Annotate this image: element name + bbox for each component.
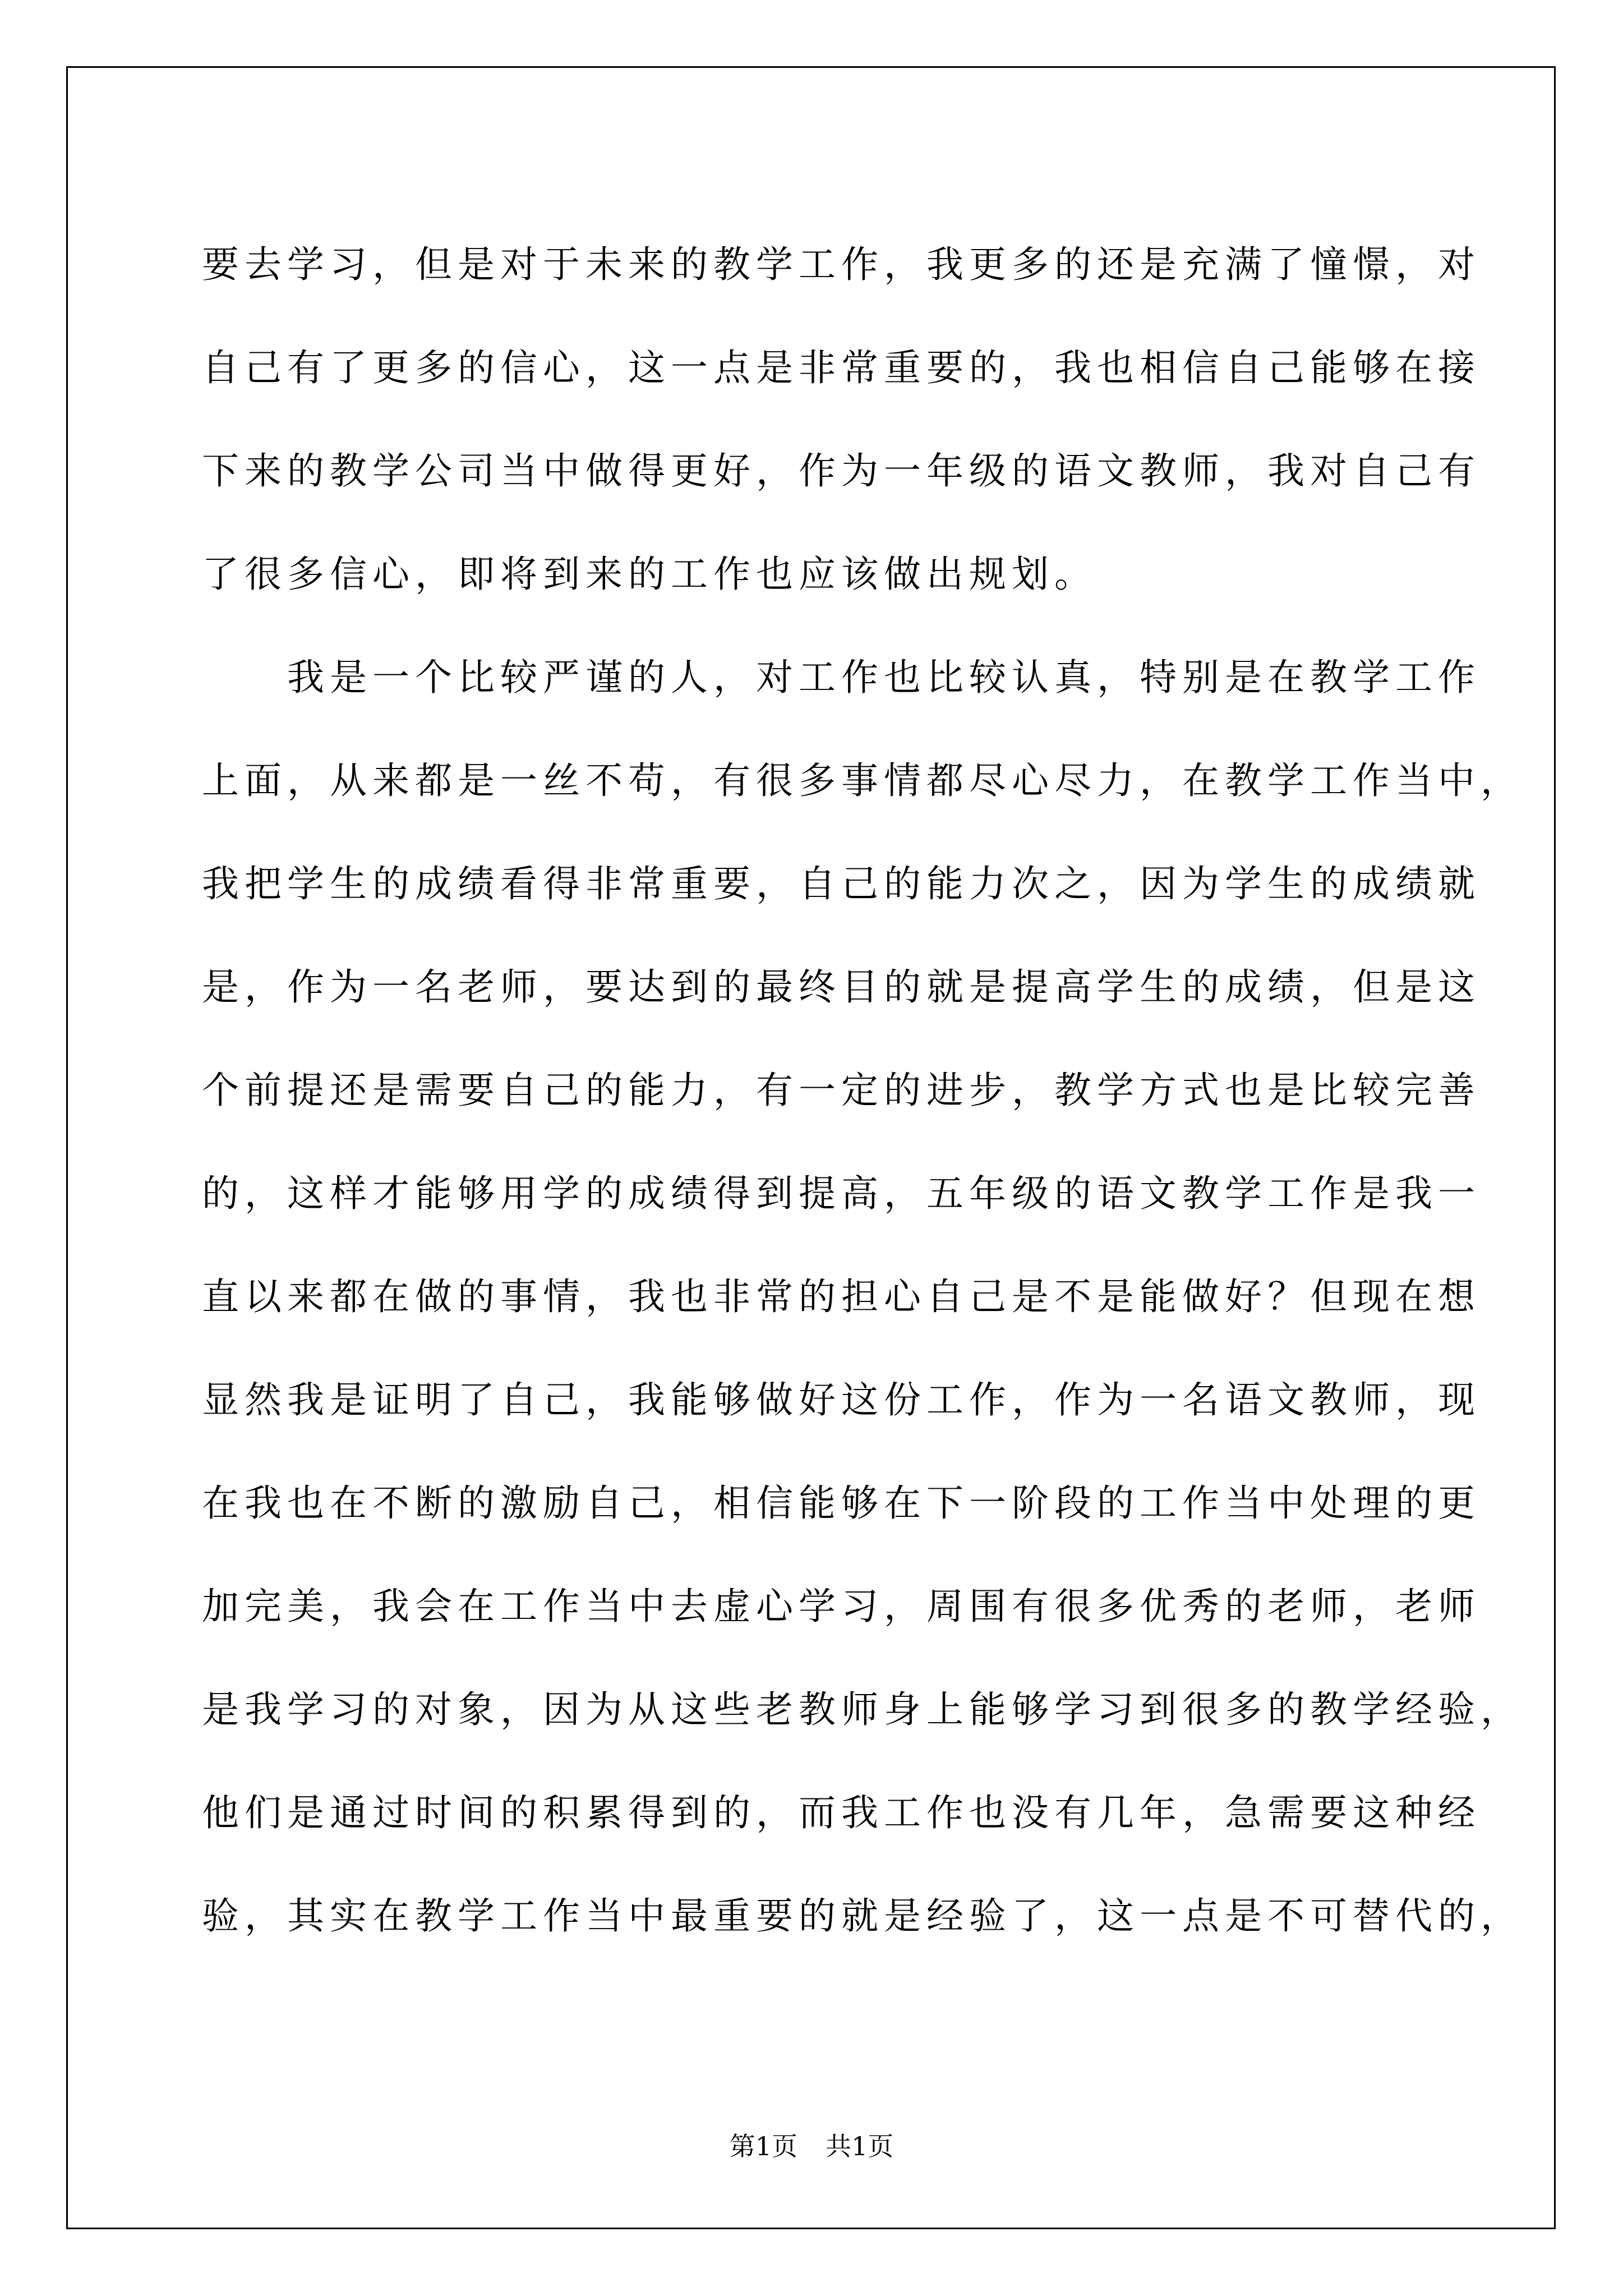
text-line: 加完美，我会在工作当中去虚心学习，周围有很多优秀的老师，老师 (202, 1585, 1481, 1628)
text-line: 自己有了更多的信心，这一点是非常重要的，我也相信自己能够在接 (202, 346, 1481, 389)
text-line: 要去学习，但是对于未来的教学工作，我更多的还是充满了憧憬，对 (202, 243, 1481, 286)
text-line: 下来的教学公司当中做得更好，作为一年级的语文教师，我对自己有 (202, 449, 1481, 493)
text-line: 我把学生的成绩看得非常重要，自己的能力次之，因为学生的成绩就 (202, 862, 1481, 905)
document-body (202, 213, 1523, 1968)
page-number: 第1页 (729, 2131, 797, 2161)
page-total: 共1页 (826, 2131, 894, 2161)
text-line: 直以来都在做的事情，我也非常的担心自己是不是能做好？但现在想 (202, 1275, 1481, 1318)
text-line: 验，其实在教学工作当中最重要的就是经验了，这一点是不可替代的， (202, 1894, 1523, 1938)
text-line: 在我也在不断的激励自己，相信能够在下一阶段的工作当中处理的更 (202, 1481, 1481, 1525)
text-line: 是我学习的对象，因为从这些老教师身上能够学习到很多的教学经验， (202, 1688, 1523, 1731)
page-footer (0, 2126, 1623, 2163)
text-line: 个前提还是需要自己的能力，有一定的进步，教学方式也是比较完善 (202, 1069, 1481, 1112)
text-line: 我是一个比较严谨的人，对工作也比较认真，特别是在教学工作 (202, 656, 1481, 699)
text-line: 上面，从来都是一丝不苟，有很多事情都尽心尽力，在教学工作当中， (202, 759, 1523, 802)
text-line: 显然我是证明了自己，我能够做好这份工作，作为一名语文教师，现 (202, 1378, 1481, 1421)
text-line: 的，这样才能够用学的成绩得到提高，五年级的语文教学工作是我一 (202, 1172, 1481, 1215)
text-line: 是，作为一名老师，要达到的最终目的就是提高学生的成绩，但是这 (202, 965, 1481, 1009)
text-line: 他们是通过时间的积累得到的，而我工作也没有几年，急需要这种经 (202, 1791, 1481, 1834)
text-line: 了很多信心，即将到来的工作也应该做出规划。 (202, 553, 1097, 596)
